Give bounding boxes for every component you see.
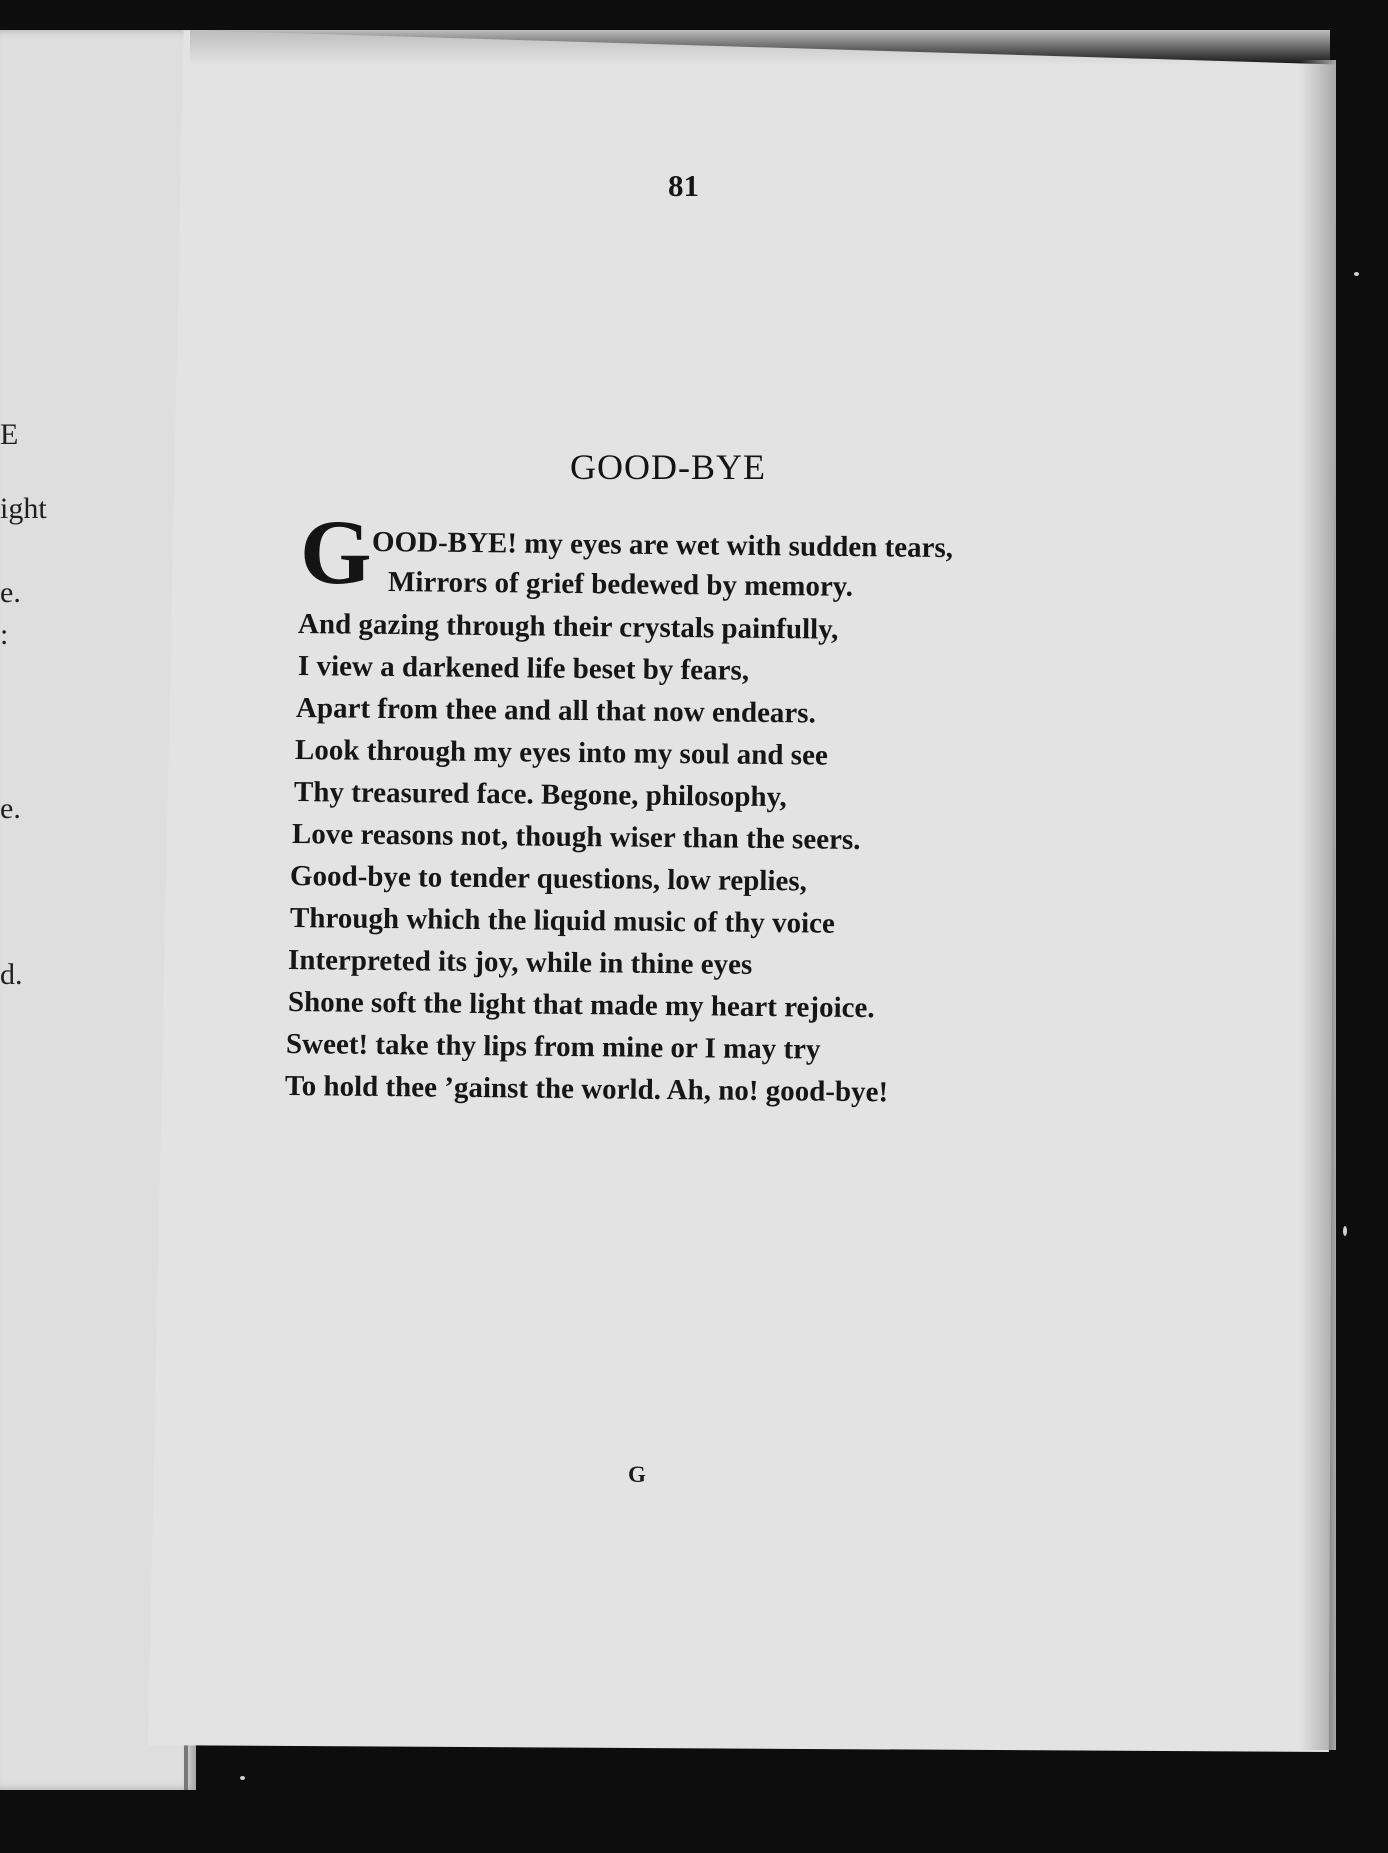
poem-line: Interpreted its joy, while in thine eyes [287,944,753,981]
scan-dust [1343,1226,1347,1236]
previous-page-fragment: e. [0,792,21,825]
page-number: 81 [668,168,699,203]
poem-line: Look through my eyes into my soul and see [294,734,828,772]
poem-line: OOD-BYE! my eyes are wet with sudden tears, [371,526,954,565]
poem-line: Sweet! take thy lips from mine or I may try [285,1028,821,1066]
scan-dust [1354,272,1359,276]
page-top-shadow [190,30,1330,66]
previous-page-fragment: e. [0,576,21,609]
previous-page-fragment: E [0,418,19,451]
poem-line: To hold thee ’gainst the world. Ah, no! good-bye! [284,1070,889,1109]
poem-line: I view a darkened life beset by fears, [297,650,750,687]
signature-mark: G [628,1462,646,1487]
drop-cap: G [300,501,372,603]
scan-dust [240,1776,245,1780]
poem-line: Thy treasured face. Begone, philosophy, [293,776,787,814]
page-right-shadow [1300,60,1336,1750]
poem-line: Good-bye to tender questions, low replies, [289,860,808,898]
poem-line: Shone soft the light that made my heart rejoice. [287,986,875,1025]
previous-page-fragment: : [0,618,9,651]
previous-page-fragment: ight [0,492,47,525]
poem-line: Mirrors of grief bedewed by memory. [387,566,854,603]
poem-line: Through which the liquid music of thy voice [289,902,836,940]
poem-line: Apart from thee and all that now endears. [295,692,816,730]
poem-title: GOOD-BYE [570,447,766,487]
poem-line: And gazing through their crystals painfully, [297,608,839,646]
previous-page-fragment: d. [0,958,23,991]
poem-line: Love reasons not, though wiser than the seers. [291,818,861,856]
